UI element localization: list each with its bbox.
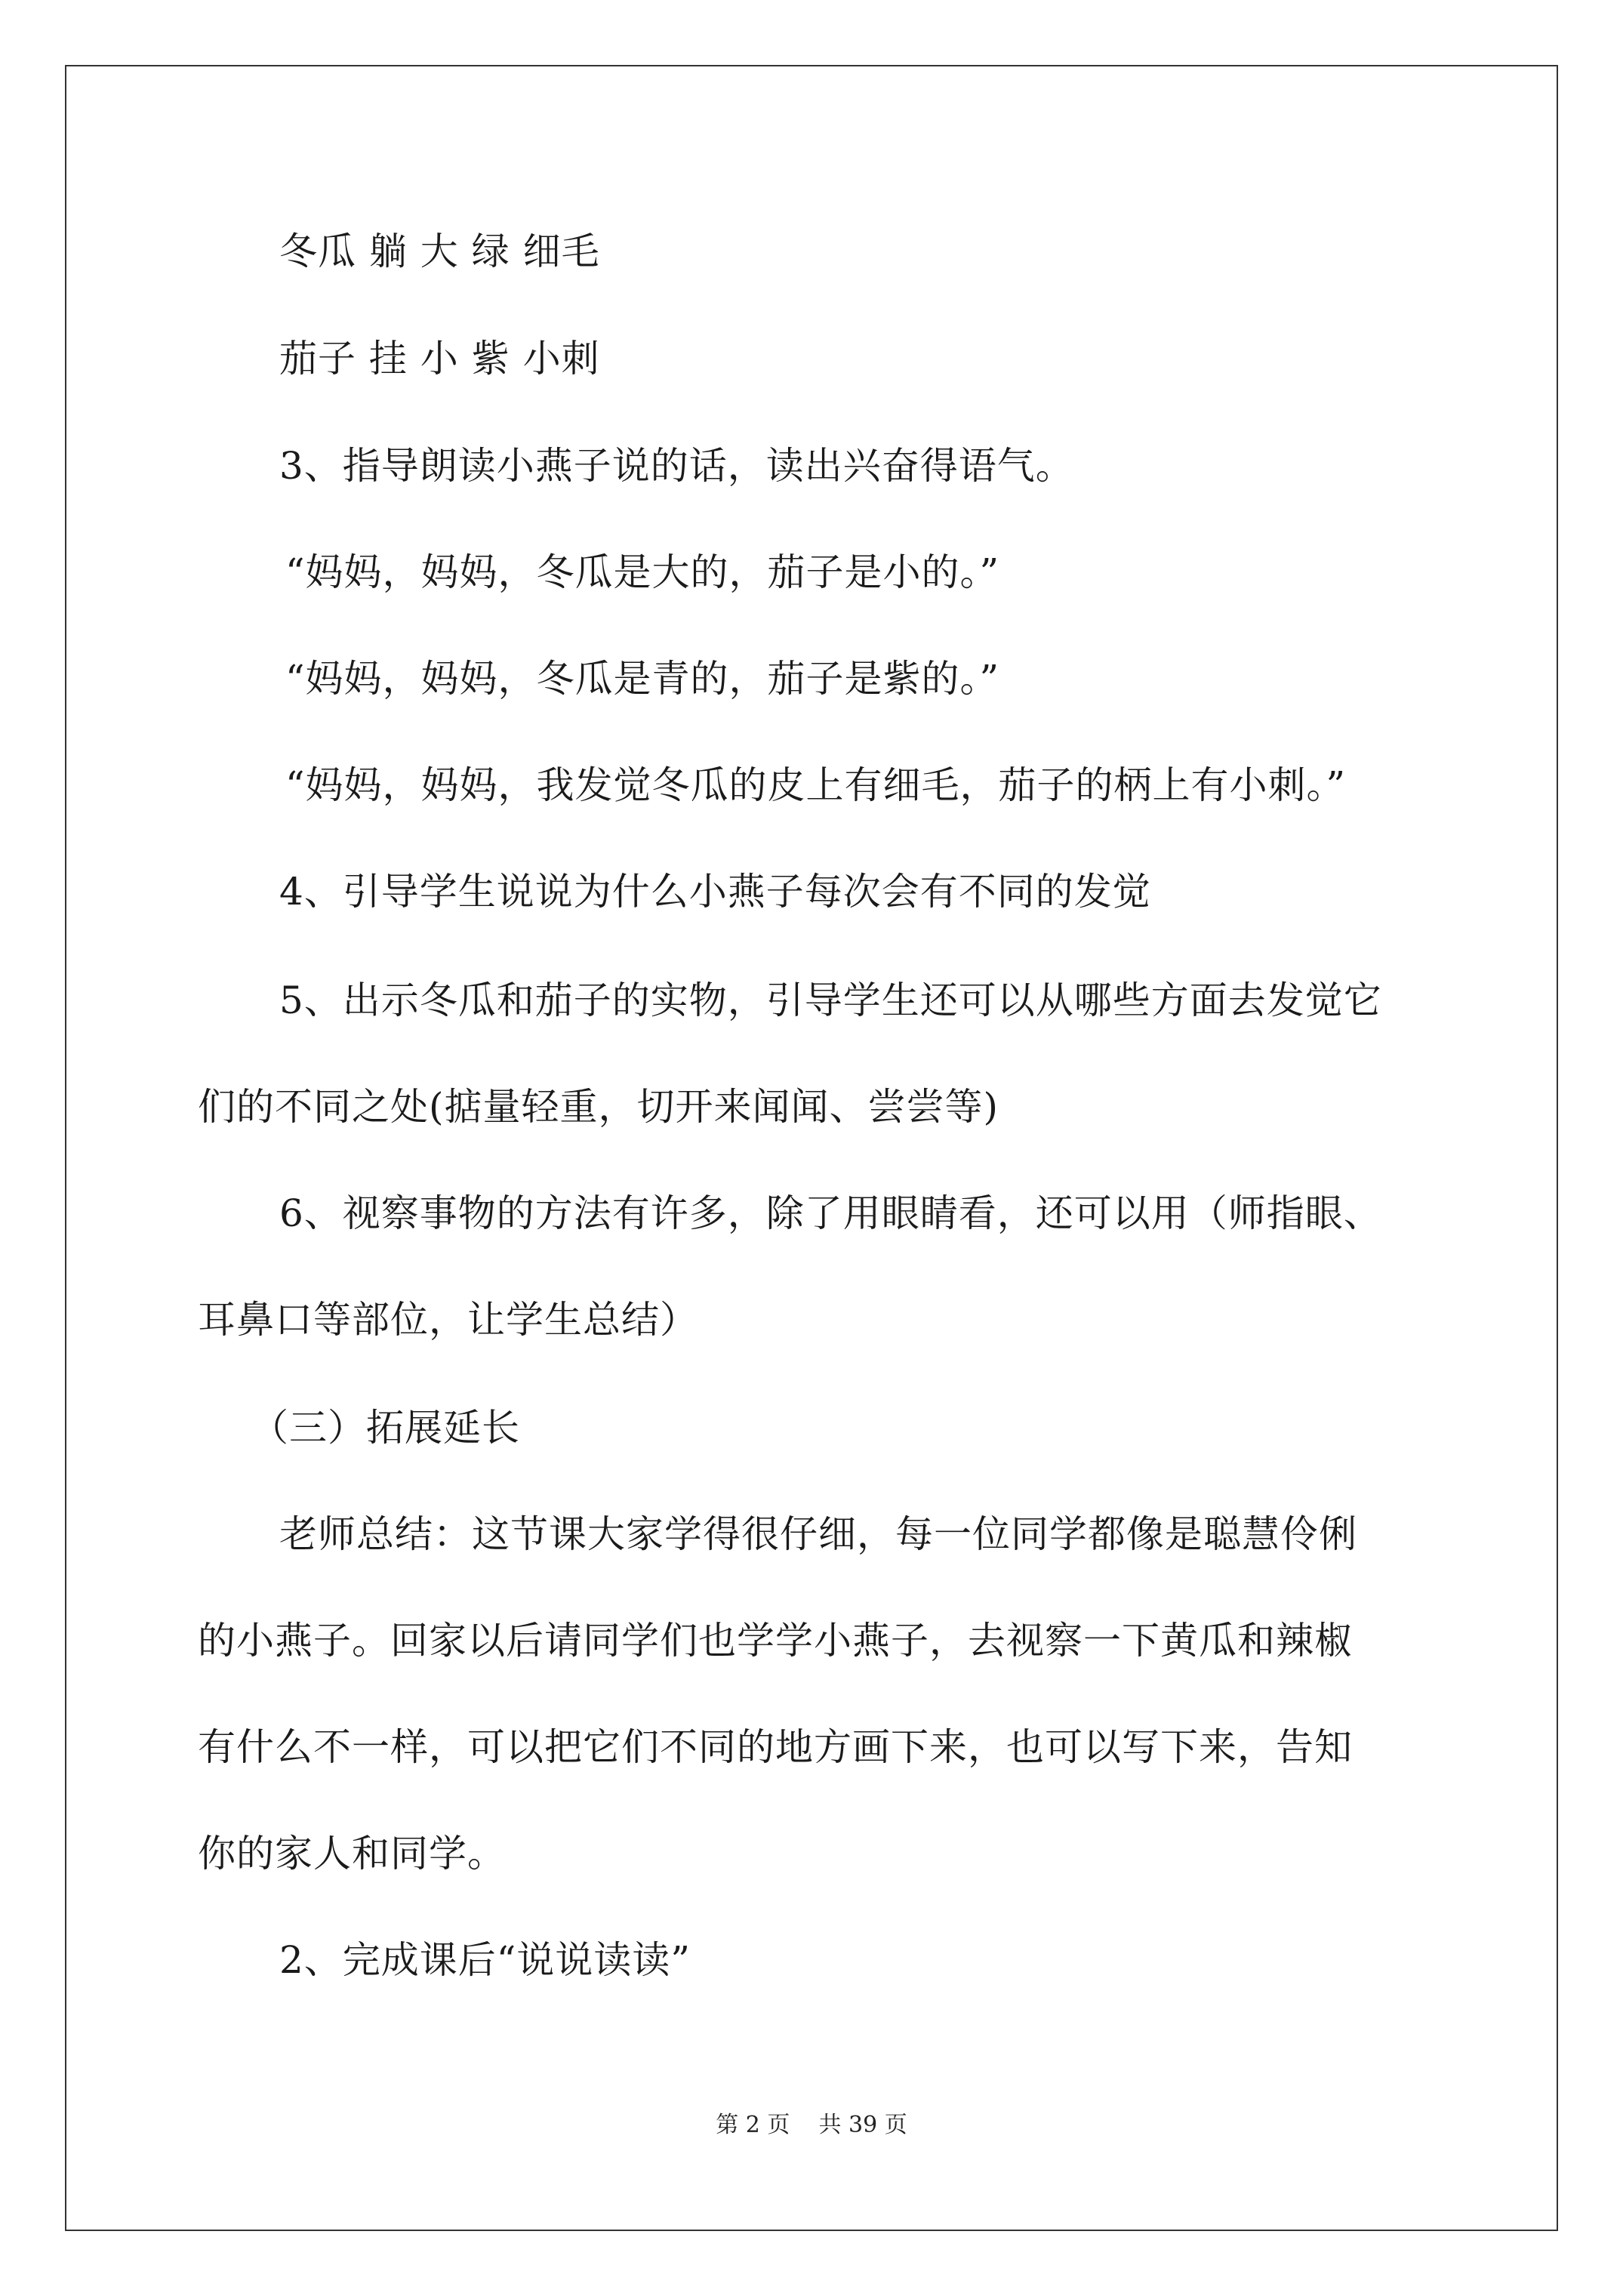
text-line-9: 们的不同之处(掂量轻重，切开来闻闻、尝尝等) [198, 1085, 999, 1129]
text-line-3: 3、指导朗读小燕子说的话，读出兴奋得语气。 [279, 444, 1074, 488]
text-line-14: 的小燕子。回家以后请同学们也学学小燕子，去视察一下黄瓜和辣椒 [198, 1619, 1353, 1663]
text-line-8: 5、出示冬瓜和茄子的实物，引导学生还可以从哪些方面去发觉它 [279, 978, 1382, 1022]
text-line-1: 冬瓜 躺 大 绿 细毛 [279, 230, 600, 273]
text-line-15: 有什么不一样，可以把它们不同的地方画下来，也可以写下来，告知 [198, 1725, 1353, 1769]
text-line-11: 耳鼻口等部位，让学生总结） [198, 1298, 698, 1342]
text-line-13: 老师总结：这节课大家学得很仔细，每一位同学都像是聪慧伶俐 [279, 1512, 1357, 1556]
text-line-2: 茄子 挂 小 紫 小刺 [279, 337, 600, 381]
text-line-17: 2、完成课后“说说读读” [279, 1938, 691, 1982]
text-line-10: 6、视察事物的方法有许多，除了用眼睛看，还可以用（师指眼、 [279, 1191, 1382, 1235]
text-line-12: （三）拓展延长 [251, 1406, 520, 1450]
text-line-4: “妈妈，妈妈，冬瓜是大的，茄子是小的。” [285, 550, 1000, 594]
text-line-6: “妈妈，妈妈，我发觉冬瓜的皮上有细毛，茄子的柄上有小刺。” [285, 763, 1347, 807]
text-line-5: “妈妈，妈妈，冬瓜是青的，茄子是紫的。” [285, 657, 1000, 701]
page-number-footer: 第 2 页 共 39 页 [716, 2112, 907, 2138]
page-border [65, 65, 1558, 2231]
text-line-16: 你的家人和同学。 [198, 1832, 506, 1875]
text-line-7: 4、引导学生说说为什么小燕子每次会有不同的发觉 [279, 870, 1151, 914]
